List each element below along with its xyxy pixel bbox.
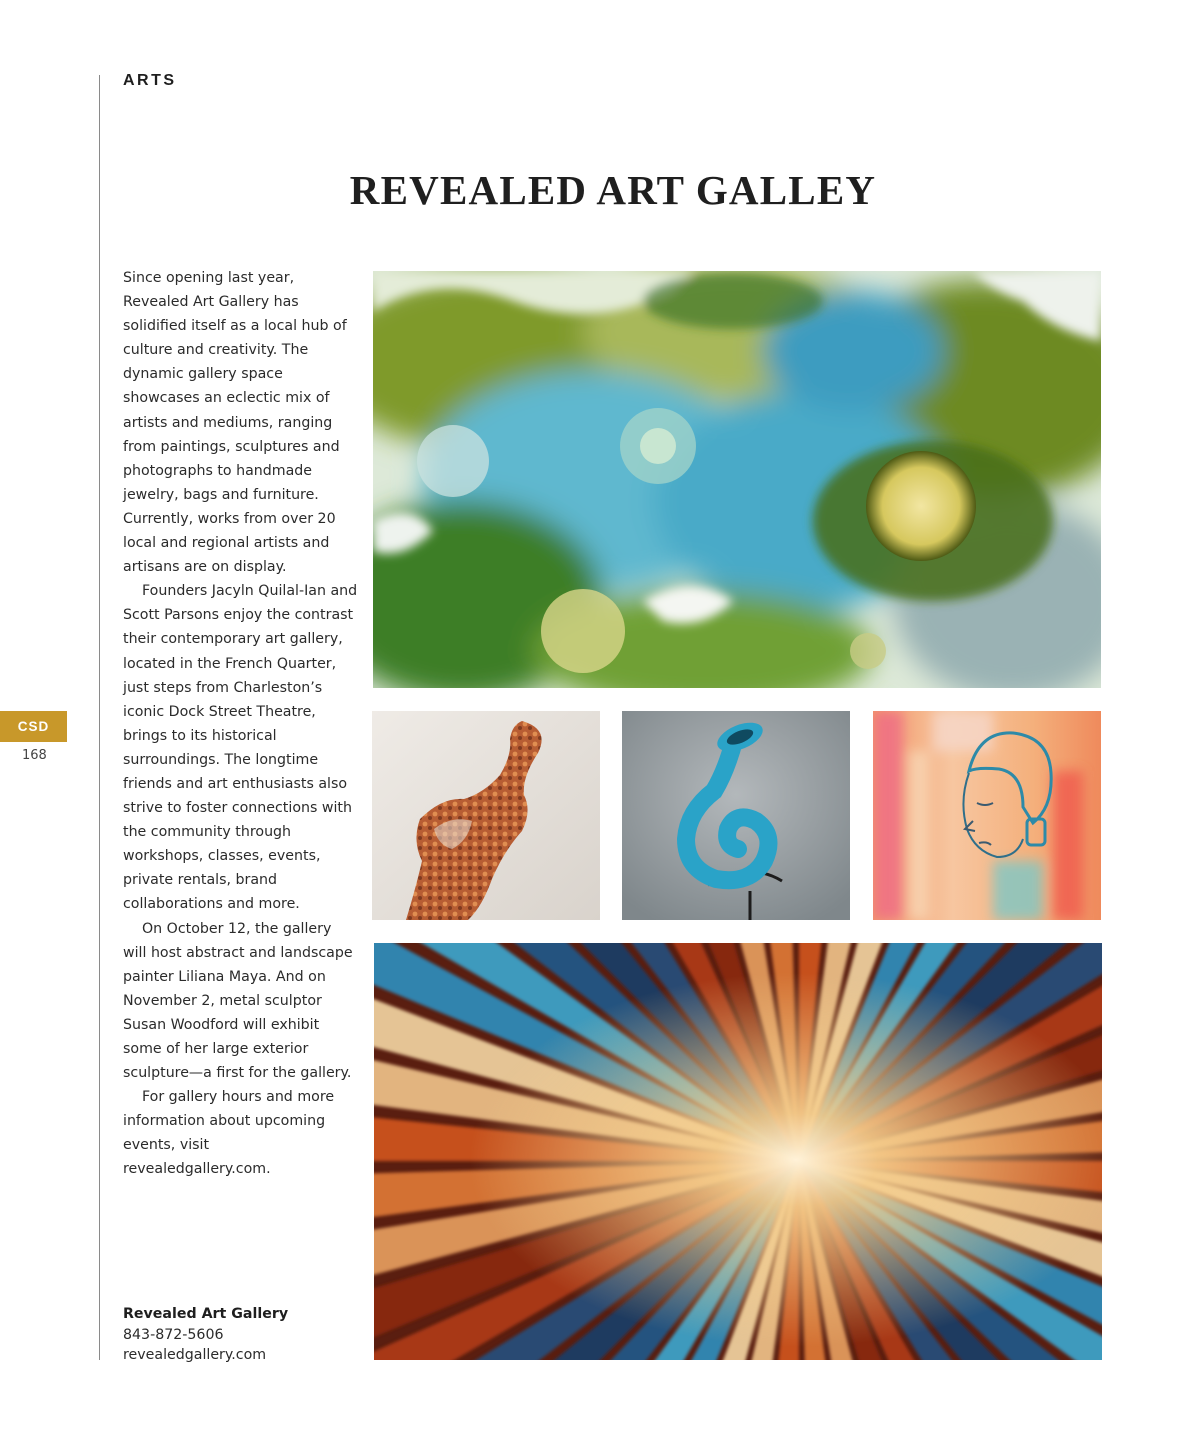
left-margin-rule — [99, 75, 100, 1360]
spiral-horn-sculpture-photo — [622, 711, 850, 920]
paragraph-4: For gallery hours and more information about upcoming events, visit revealedgallery.com. — [123, 1089, 335, 1178]
contact-website[interactable]: revealedgallery.com — [123, 1347, 267, 1363]
article-title: REVEALED ART GALLEY — [349, 167, 877, 213]
section-label: ARTS — [123, 72, 177, 89]
paragraph-1: Since opening last year, Revealed Art Gallery has solidified itself as a local hub of culture and creativity. The dynamic gallery space showcases an eclectic mix of artists and mediums, ranging from paintings, sculptures and photographs to handmade jewelry, bags and furniture. Currently, works from over 20 local and regional artists and artisans are on display. — [123, 270, 347, 576]
copper-sculpture-photo — [372, 711, 600, 920]
contact-name: Revealed Art Gallery — [123, 1306, 289, 1322]
article-body — [123, 266, 358, 1182]
helmet-portrait-painting-photo — [873, 711, 1101, 920]
contact-phone: 843-872-5606 — [123, 1326, 224, 1343]
contact-block — [123, 1304, 358, 1366]
paragraph-3: On October 12, the gallery will host abstract and landscape painter Liliana Maya. And on November 2, metal sculptor Susan Woodford will exhibit some of her large exterior sculpture—a first for the gallery. — [123, 920, 353, 1082]
section-tab: CSD — [0, 711, 67, 742]
page-number: 168 — [22, 748, 47, 763]
abstract-ink-painting-photo — [373, 271, 1101, 688]
paragraph-2: Founders Jacyln Quilal-Ian and Scott Parsons enjoy the contrast their contemporary art gallery, located in the French Quarter, just steps from Charleston’s iconic Dock Street Theatre, brings to its historical surroundings. The longtime friends and art enthusiasts also strive to foster connections with the community through workshops, classes, events, private rentals, brand collaborations and more. — [123, 583, 358, 913]
radiating-rays-painting-photo — [374, 943, 1102, 1360]
